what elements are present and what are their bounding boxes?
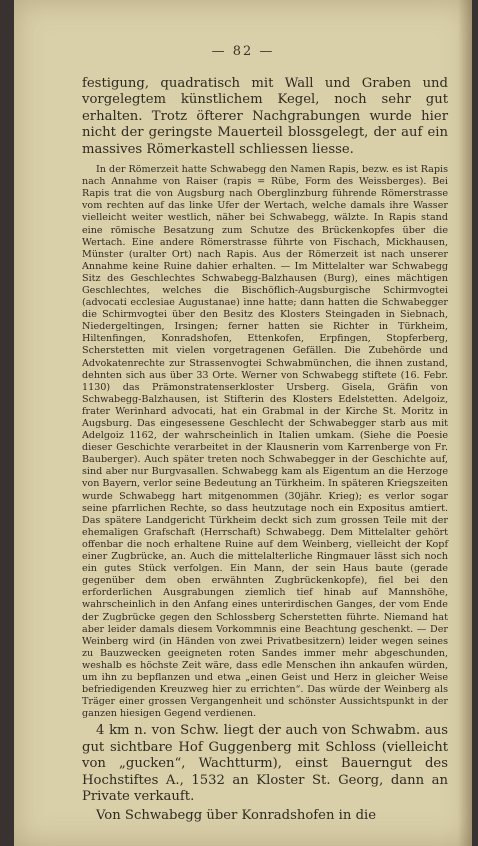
paragraph-4: Von Schwabegg über Konradshofen in die [96, 808, 377, 824]
paragraph-2: In der Römerzeit hatte Schwabegg den Namen Rapis, bezw. es ist Rapis nach Annahme von Raiser (rapis = Rübe, Form des Weissberges). Bei Rapis trat die von Augsburg nach Oberglinzburg führende Römerstrasse vom rechten auf das linke Ufer der Wertach, welche damals ihre Wasser vielleicht weiter westlich, näher bei Schwabegg, wälzte. In Rapis stand eine römische Besatzung zum Schutze des Brückenkopfes über die Wertach. Eine andere Römerstrasse führte von Fischach, Mickhausen, Münster (uralter Ort) nach Rapis. Aus der Römerzeit ist nach unserer Annahme keine Ruine dahier erhalten. — Im Mittelalter war Schwabegg Sitz des Geschlechtes Schwabegg-Balzhausen (Burg), eines mächtigen Geschlechtes, welches die Bischöflich-Augsburgische Schirmvogtei (advocati ecclesiae Augustanae) inne hatte; dann hatten die Schwabegger die Schirmvogtei über den Besitz des Klosters Steingaden in Siebnach, Niedergeltingen, Irsingen; ferner hatten sie Richter in Türkheim, Hiltenfingen, Konradshofen, Ettenkofen, Erpfingen, Stopferberg, Scherstetten mit vielen vorgetragenen Gefällen. Die Zubehörde und Advokatenrechte zur Strassenvogtei Schwabmünchen, die ihnen zustand, dehnten sich aus über 33 Orte. Werner von Schwabegg stiftete (16. Febr. 1130) das Prämonstratenserkloster Ursberg. Gisela, Gräfin von Schwabegg-Balzhausen, ist Stifterin des Klosters Edelstetten. Adelgoiz, frater Werinhard advocati, hat ein Grabmal in der Kirche St. Moritz in Augsburg. Das eingesessene Geschlecht der Schwabegger starb aus mit Adelgoiz 1162, der wahrscheinlich in Italien umkam. (Siehe die Poesie dieser Geschichte verarbeitet in der Klausnerin vom Karrenberge von Fr. Bauberger). Auch später treten noch Schwabegger in der Geschichte auf, sind aber nur Burgvasallen. Schwabegg kam als Eigentum an die Herzoge von Bayern, verlor seine Bedeutung an Türkheim. In späteren Kriegszeiten wurde Schwabegg hart mitgenommen (30jähr. Krieg); es verlor sogar seine pfarrlichen Rechte, so dass heutzutage noch ein Expositus amtiert. Das spätere Landgericht Türkheim deckt sich zum grossen Teile mit der ehemaligen Grafschaft (Herrschaft) Schwabegg. Dem Mittelalter gehört offenbar die noch erhaltene Ruine auf dem Weinberg, vielleicht der Kopf einer Zugbrücke, an. Auch die mittelalterliche Ringmauer lässt sich noch ein gutes Stück verfolgen. Ein Mann, der sein Haus baute (gerade gegenüber dem oben erwähnten Zugbrückenkopfe), fiel bei den erforderlichen Ausgrabungen ziemlich tief hinab auf Mannshöhe, wahrscheinlich in den Anfang eines unterirdischen Ganges, der vom Ende der Zugbrücke gegen den Schlossberg Scherstetten führte. Niemand hat aber leider damals diesem Vorkommnis eine Beachtung geschenkt. — Der Weinberg wird (in Händen von zwei Privatbesitzern) leider wegen seines zu Bauzwecken geeigneten roten Sandes immer mehr abgeschunden, weshalb es höchste Zeit wäre, dass edle Menschen ihn ankaufen würden, um ihn zu bepflanzen und etwa „einen Geist und Herz in gleicher Weise befriedigenden Kreuzweg hier zu errichten“. Das würde der Weinberg als Träger einer grossen Vergangenheit und schönster Aussichtspunkt in der ganzen hiesigen Gegend verdienen. [82, 164, 448, 720]
paragraph-1: festigung, quadratisch mit Wall und Graben und vorgelegtem künstlichem Kegel, noch sehr gut erhalten. Trotz öfterer Nachgrabungen wurde hier nicht der geringste Mauerteil blossgelegt, der auf ein massives Römerkastell schliessen liesse. [82, 76, 448, 157]
page-number: — 82 — [211, 44, 275, 59]
paragraph-3: 4 km n. von Schw. liegt der auch von Schwabm. aus gut sichtbare Hof Guggenberg mit Schloss (vielleicht von „gucken“, Wachtturm), einst Bauerngut des Hochstiftes A., 1532 an Kloster St. Georg, dann an Private verkauft. [82, 723, 448, 804]
book-page [14, 0, 472, 846]
text-body [82, 76, 448, 825]
